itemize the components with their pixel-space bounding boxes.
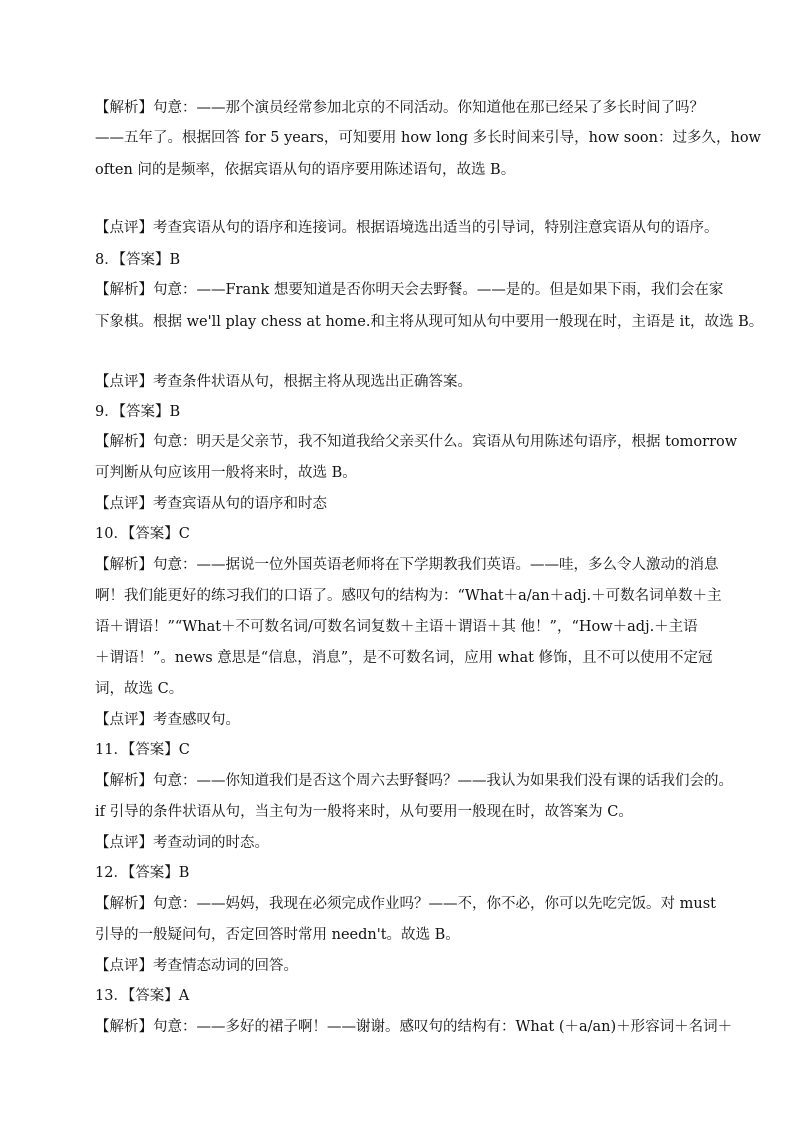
comment-10: 【点评】考查感叹句。	[95, 712, 240, 728]
analysis-7-line-1: 【解析】句意：——那个演员经常参加北京的不同活动。你知道他在那已经呆了多长时间了吗？	[95, 100, 704, 116]
analysis-7-line-3: often 问的是频率，依据宾语从句的语序要用陈述语句，故选 B。	[95, 162, 516, 178]
answer-9: 9．【答案】B	[95, 404, 181, 420]
analysis-10-line-1: 【解析】句意：——据说一位外国英语老师将在下学期教我们英语。——哇，多么令人激动的消息	[95, 557, 719, 573]
analysis-7-line-2: ——五年了。根据回答 for 5 years，可知要用 how long 多长时间来引导，how soon：过多久，how	[95, 130, 761, 146]
analysis-10-line-3: 语＋谓语！”“What＋不可数名词/可数名词复数＋主语＋谓语＋其 他！”，“How＋adj.＋主语	[95, 619, 698, 635]
analysis-12-line-2: 引导的一般疑问句，否定回答时常用 needn't。故选 B。	[95, 927, 460, 943]
comment-11: 【点评】考查动词的时态。	[95, 835, 269, 851]
analysis-9-line-1: 【解析】句意：明天是父亲节，我不知道我给父亲买什么。宾语从句用陈述句语序，根据 tomorrow	[95, 434, 738, 450]
analysis-13-line-1: 【解析】句意：——多好的裙子啊！——谢谢。感叹句的结构有：What (＋a/an)＋形容词＋名词＋	[95, 1019, 733, 1035]
comment-9: 【点评】考查宾语从句的语序和时态	[95, 496, 327, 512]
comment-7: 【点评】考查宾语从句的语序和连接词。根据语境选出适当的引导词，特别注意宾语从句的语序。	[95, 220, 719, 236]
analysis-11-line-2: if 引导的条件状语从句，当主句为一般将来时，从句要用一般现在时，故答案为 C。	[95, 804, 633, 820]
answer-12: 12．【答案】B	[95, 865, 190, 881]
analysis-8-line-1: 【解析】句意：——Frank 想要知道是否你明天会去野餐。——是的。但是如果下雨，我们会在家	[95, 282, 724, 298]
answer-10: 10．【答案】C	[95, 526, 190, 542]
answer-13: 13．【答案】A	[95, 988, 190, 1004]
analysis-10-line-2: 啊！我们能更好的练习我们的口语了。感叹句的结构为：“What＋a/an＋adj.＋可数名词单数＋主	[95, 588, 722, 604]
analysis-10-line-5: 词，故选 C。	[95, 681, 184, 697]
comment-12: 【点评】考查情态动词的回答。	[95, 958, 298, 974]
analysis-10-line-4: ＋谓语！”。news 意思是“信息，消息”，是不可数名词，应用 what 修饰，且不可以使用不定冠	[95, 650, 713, 666]
analysis-9-line-2: 可判断从句应该用一般将来时，故选 B。	[95, 465, 357, 481]
analysis-12-line-1: 【解析】句意：——妈妈，我现在必须完成作业吗？——不，你不必，你可以先吃完饭。对 must	[95, 896, 716, 912]
analysis-11-line-1: 【解析】句意：——你知道我们是否这个周六去野餐吗？——我认为如果我们没有课的话我们会的。	[95, 773, 733, 789]
answer-11: 11．【答案】C	[95, 742, 190, 758]
comment-8: 【点评】考查条件状语从句，根据主将从现选出正确答案。	[95, 374, 472, 390]
answer-8: 8．【答案】B	[95, 252, 181, 268]
analysis-8-line-2: 下象棋。根据 we'll play chess at home.和主将从现可知从句中要用一般现在时，主语是 it，故选 B。	[95, 314, 764, 330]
